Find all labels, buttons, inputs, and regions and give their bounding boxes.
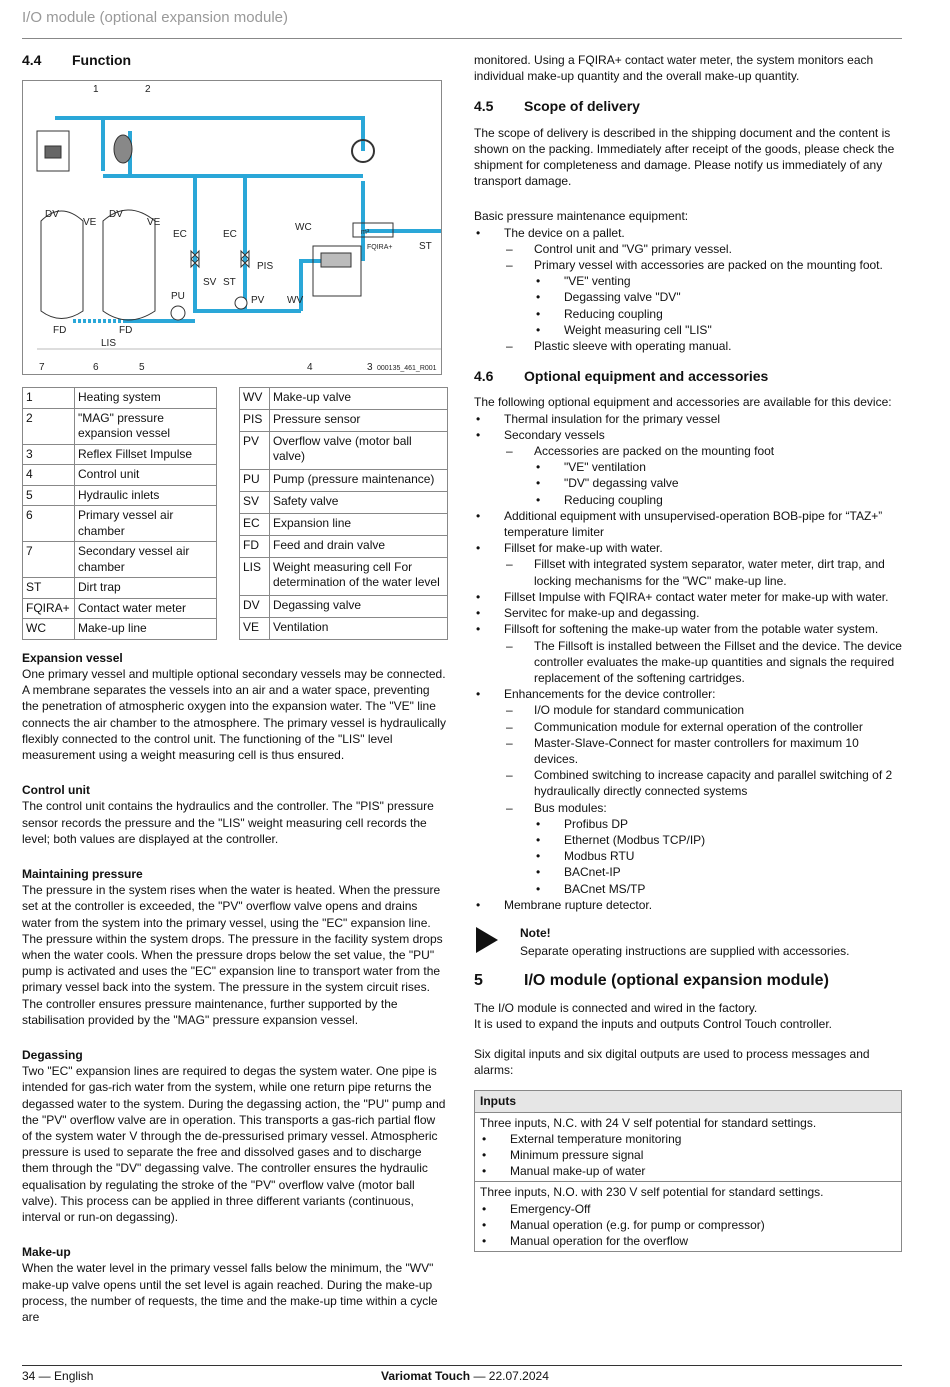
legend-description: Make-up line <box>75 619 217 640</box>
paragraph-control-unit: The control unit contains the hydraulics and the controller. The "PIS" pressure sensor records the pressure and the "LIS" weight measuring cell records the level; both values are displayed at the controller. <box>22 799 434 846</box>
note-title: Note! <box>520 925 551 940</box>
table-row <box>23 388 217 409</box>
legend-key: WV <box>240 388 270 410</box>
svg-text:FQIRA+: FQIRA+ <box>367 244 393 252</box>
figure-code: 000135_461_R001 <box>377 365 437 373</box>
list-item: • Profibus DP <box>474 816 902 832</box>
legend-description: Dirt trap <box>75 578 217 599</box>
legend-key: LIS <box>240 557 270 595</box>
legend-key: 5 <box>23 485 75 506</box>
callout-4: 4 <box>307 362 313 374</box>
paragraph-io-3: Six digital inputs and six digital outputs are used to process messages and alarms: <box>474 1046 870 1078</box>
right-column <box>474 52 902 1252</box>
list-item: • Ethernet (Modbus TCP/IP) <box>474 832 902 848</box>
table-row: Three inputs, N.C. with 24 V self potential for standard settings. • External temperature monitoring • Minimum pressure signal • Manual make-up of water <box>475 1113 901 1183</box>
list-item: – Plastic sleeve with operating manual. <box>474 338 902 354</box>
paragraph-makeup-part1: When the water level in the primary vessel falls below the minimum, the "WV" make-up valve opens until the set level is again reached. During the make-up process, the number of requests, the time and the make-up time within a cycle are <box>22 1261 438 1325</box>
paragraph-degassing: Two "EC" expansion lines are required to degas the system water. One pipe is intended for gas-rich water from the system, while one return pipe returns the degassed water to the system. During the degassing action, the "PU" pump and the "PV" overflow valve are in operation. This transports a gas-rich partial flow of the system water V through the de-pressurised primary vessel. Atmospheric pressure is used to separate the free and dissolved gases and to discharge them through the "DV" degassing valve. The controller ensures the hydraulic equalisation by regulating the stroke of the "PV" overflow valve (motor ball valve). This process can be applied in three different variants (continuous, interval or run-on degassing). <box>22 1064 446 1224</box>
footer-rule <box>22 1365 902 1366</box>
legend-description: Degassing valve <box>270 595 448 617</box>
legend-key: ST <box>23 578 75 599</box>
table-row <box>240 470 448 492</box>
scope-list <box>474 225 902 355</box>
list-item: • Manual make-up of water <box>480 1163 896 1179</box>
table-row <box>23 506 217 542</box>
section-title: I/O module (optional expansion module) <box>524 972 829 990</box>
list-item: • Enhancements for the device controller: – I/O module for standard communication – Communication module for external operation of the controller – Master-Slave-Connect for master controllers for maximum 10 devices. – Combined switching to increase capacity and parallel switching of 2 hydraulically directly connected systems – Bus modules: • Profibus DP • Ethernet (Modbus TCP/IP) • Modbus RTU • BACnet-IP • BACnet MS/TP <box>474 686 902 897</box>
section-4-6-heading <box>474 368 902 384</box>
table-row <box>23 542 217 578</box>
svg-text:FD: FD <box>53 325 67 337</box>
list-item: • Fillset for make-up with water. – Fillset with integrated system separator, water meter, dirt trap, and locking mechanisms for the "WC" make-up line. <box>474 540 902 589</box>
subheading-degassing: Degassing <box>22 1047 83 1062</box>
table-row <box>23 619 217 640</box>
list-item: • Manual operation for the overflow <box>480 1233 896 1249</box>
paragraph-io-1: The I/O module is connected and wired in the factory. <box>474 1000 758 1015</box>
legend-key: VE <box>240 617 270 639</box>
table-row <box>240 410 448 432</box>
callout-6: 6 <box>93 362 99 374</box>
list-item: • "VE" venting <box>474 273 902 289</box>
list-item: • Secondary vessels – Accessories are packed on the mounting foot • "VE" ventilation • "DV" degassing valve • Reducing coupling <box>474 427 902 508</box>
svg-text:VE: VE <box>147 217 161 229</box>
svg-text:FD: FD <box>119 325 133 337</box>
paragraph-optional-intro: The following optional equipment and accessories are available for this device: <box>474 395 892 410</box>
table-row <box>23 408 217 444</box>
list-item: • Additional equipment with unsupervised-operation BOB-pipe for “TAZ+” temperature limiter <box>474 508 902 540</box>
legend-key: FD <box>240 535 270 557</box>
subheading-makeup: Make-up <box>22 1245 71 1260</box>
svg-text:SV: SV <box>203 277 217 289</box>
section-4-5-heading <box>474 98 902 114</box>
paragraph-io-2: It is used to expand the inputs and outputs Control Touch controller. <box>474 1016 833 1031</box>
list-item: • "DV" degassing valve <box>474 475 902 491</box>
legend-tables <box>22 387 448 640</box>
list-item: • BACnet MS/TP <box>474 881 902 897</box>
legend-description: Weight measuring cell For determination of the water level <box>270 557 448 595</box>
svg-text:EC: EC <box>173 229 187 241</box>
paragraph-basic-equipment: Basic pressure maintenance equipment: <box>474 209 689 224</box>
list-item: • BACnet-IP <box>474 864 902 880</box>
table-row <box>23 465 217 486</box>
list-item: – I/O module for standard communication <box>474 702 902 718</box>
callout-3: 3 <box>367 362 373 374</box>
left-column <box>22 52 448 1325</box>
legend-description: Control unit <box>75 465 217 486</box>
paragraph-makeup-part2: monitored. Using a FQIRA+ contact water meter, the system monitors each individual make-up quantity and the overall make-up quantity. <box>474 53 874 84</box>
table-row <box>240 431 448 469</box>
section-number: 4.4 <box>22 52 42 68</box>
list-item: • The device on a pallet. – Control unit and "VG" primary vessel. – Primary vessel with accessories are packed on the mounting foot. • "VE" venting • Degassing valve "DV" • Reducing coupling • Weight measuring cell "LIS" – Plastic sleeve with operating manual. <box>474 225 902 355</box>
svg-text:PV: PV <box>251 295 265 307</box>
svg-text:EC: EC <box>223 229 237 241</box>
table-row <box>240 513 448 535</box>
list-item: • Fillset Impulse with FQIRA+ contact water meter for make-up with water. <box>474 589 902 605</box>
table-row: Three inputs, N.O. with 230 V self potential for standard settings. • Emergency-Off • Manual operation (e.g. for pump or compressor) • Manual operation for the overflow <box>475 1182 901 1251</box>
legend-description: Expansion line <box>270 513 448 535</box>
list-item: – The Fillsoft is installed between the Fillset and the device. The device controller evaluates the make-up quantities and signals the required replacement of the softening cartridges. <box>474 638 902 687</box>
list-item: – Fillset with integrated system separator, water meter, dirt trap, and locking mechanisms for the "WC" make-up line. <box>474 556 902 588</box>
paragraph-expansion-vessel: One primary vessel and multiple optional secondary vessels may be connected. A membrane separates the vessels into an air and a water space, preventing the penetration of atmospheric oxygen into the expansion water. The "VE" line connects the air chamber to the atmosphere. The primary vessel is hydraulically flexibly connected to the control unit. The functioning of the "LIS" level measurement using a weight measuring cell is thus ensured. <box>22 666 446 762</box>
table-row <box>240 595 448 617</box>
legend-key: 7 <box>23 542 75 578</box>
svg-text:PIS: PIS <box>257 261 274 273</box>
callout-5: 5 <box>139 362 145 374</box>
paragraph-scope-intro: The scope of delivery is described in the shipping document and the content is shown on the packing. Immediately after receipt of the goods, please check the shipment for completeness and damage. Please notify us immediately of any transport damage. <box>474 125 895 189</box>
list-item: • Servitec for make-up and degassing. <box>474 605 902 621</box>
section-title: Scope of delivery <box>524 98 640 115</box>
legend-table-left <box>22 387 217 640</box>
subheading-control-unit: Control unit <box>22 783 90 798</box>
list-item: – Accessories are packed on the mounting foot • "VE" ventilation • "DV" degassing valve • Reducing coupling <box>474 443 902 508</box>
svg-text:WV: WV <box>287 295 304 307</box>
footer-page: 34 — English <box>22 1369 94 1383</box>
svg-text:LIS: LIS <box>101 338 117 350</box>
list-item: • Degassing valve "DV" <box>474 289 902 305</box>
legend-key: EC <box>240 513 270 535</box>
legend-table-right <box>239 387 448 640</box>
table-row <box>240 492 448 514</box>
table-row <box>240 617 448 639</box>
legend-description: Overflow valve (motor ball valve) <box>270 431 448 469</box>
list-item: – Bus modules: • Profibus DP • Ethernet (Modbus TCP/IP) • Modbus RTU • BACnet-IP • BACnet MS/TP <box>474 800 902 897</box>
legend-description: Contact water meter <box>75 598 217 619</box>
legend-description: Hydraulic inlets <box>75 485 217 506</box>
list-item: • Weight measuring cell "LIS" <box>474 322 902 338</box>
legend-key: 6 <box>23 506 75 542</box>
legend-key: 2 <box>23 408 75 444</box>
section-number: 4.6 <box>474 368 494 385</box>
legend-description: Heating system <box>75 388 217 409</box>
legend-key: 3 <box>23 444 75 465</box>
legend-key: DV <box>240 595 270 617</box>
legend-description: Feed and drain valve <box>270 535 448 557</box>
table-row <box>23 578 217 599</box>
callout-7: 7 <box>39 362 45 374</box>
subheading-maintaining-pressure: Maintaining pressure <box>22 866 143 881</box>
legend-key: WC <box>23 619 75 640</box>
list-item: • Emergency-Off <box>480 1201 896 1217</box>
section-5-heading <box>474 973 902 989</box>
legend-description: Ventilation <box>270 617 448 639</box>
subheading-expansion-vessel: Expansion vessel <box>22 650 123 665</box>
legend-key: PIS <box>240 410 270 432</box>
note-arrow-icon <box>474 925 520 959</box>
table-row <box>23 598 217 619</box>
legend-description: Primary vessel air chamber <box>75 506 217 542</box>
page-header: I/O module (optional expansion module) <box>22 9 288 26</box>
legend-key: 1 <box>23 388 75 409</box>
footer-doc: Variomat Touch — 22.07.2024 <box>381 1369 549 1383</box>
paragraph-maintaining-pressure: The pressure in the system rises when the water is heated. When the pressure set at the controller is exceeded, the "PV" overflow valve opens and drains water from the system into the primary vessel, using the "EC" expansion line. The pressure within the system drops. The pressure in the facility system drops when the water cools. When the pressure drops below the set value, the "PU" pump is activated and uses the "EC" expansion line to transport water from the primary vessel back into the system. The pressure in the system circuit rises. The controller ensures pressure maintenance, further supported by the stabilisation provided by the "MAG" pressure expansion vessel. <box>22 883 443 1027</box>
svg-text:PU: PU <box>171 291 185 303</box>
legend-description: Pressure sensor <box>270 410 448 432</box>
svg-text:m³: m³ <box>361 229 370 237</box>
hydraulic-schematic <box>23 81 441 374</box>
table-row <box>23 485 217 506</box>
function-diagram <box>22 80 442 375</box>
legend-key: PV <box>240 431 270 469</box>
legend-key: SV <box>240 492 270 514</box>
list-item: • "VE" ventilation <box>474 459 902 475</box>
header-rule <box>22 38 902 39</box>
svg-text:ST: ST <box>223 277 236 289</box>
section-title: Function <box>72 52 132 68</box>
legend-description: Pump (pressure maintenance) <box>270 470 448 492</box>
list-item: • Reducing coupling <box>474 492 902 508</box>
list-item: – Combined switching to increase capacity and parallel switching of 2 hydraulically directly connected systems <box>474 767 902 799</box>
list-item: • Fillsoft for softening the make-up water from the potable water system. – The Fillsoft is installed between the Fillset and the device. The device controller evaluates the make-up quantities and signals the required replacement of the softening cartridges. <box>474 621 902 686</box>
svg-text:DV: DV <box>109 209 123 221</box>
section-title: Optional equipment and accessories <box>524 368 769 385</box>
section-number: 4.5 <box>474 98 494 115</box>
list-item: – Control unit and "VG" primary vessel. <box>474 241 902 257</box>
note-text: Separate operating instructions are supplied with accessories. <box>520 944 850 959</box>
table-row <box>240 557 448 595</box>
legend-description: "MAG" pressure expansion vessel <box>75 408 217 444</box>
list-item: • Reducing coupling <box>474 306 902 322</box>
list-item: • Minimum pressure signal <box>480 1147 896 1163</box>
table-row <box>240 535 448 557</box>
list-item: • Thermal insulation for the primary vessel <box>474 411 902 427</box>
callout-2: 2 <box>145 84 151 96</box>
svg-text:DV: DV <box>45 209 59 221</box>
list-item: – Communication module for external operation of the controller <box>474 719 902 735</box>
table-row <box>240 388 448 410</box>
list-item: • Manual operation (e.g. for pump or compressor) <box>480 1217 896 1233</box>
note-box <box>474 925 902 959</box>
svg-text:VE: VE <box>83 217 97 229</box>
list-item: • External temperature monitoring <box>480 1131 896 1147</box>
svg-text:WC: WC <box>295 222 312 234</box>
list-item: – Primary vessel with accessories are packed on the mounting foot. • "VE" venting • Degassing valve "DV" • Reducing coupling • Weight measuring cell "LIS" <box>474 257 902 338</box>
legend-description: Safety valve <box>270 492 448 514</box>
inputs-table-header: Inputs <box>475 1091 901 1112</box>
section-number: 5 <box>474 972 483 990</box>
svg-text:ST: ST <box>419 241 432 253</box>
legend-key: 4 <box>23 465 75 486</box>
section-4-4-heading <box>22 52 448 68</box>
legend-description: Secondary vessel air chamber <box>75 542 217 578</box>
legend-key: PU <box>240 470 270 492</box>
list-item: • Modbus RTU <box>474 848 902 864</box>
table-row <box>23 444 217 465</box>
list-item: – Master-Slave-Connect for master controllers for maximum 10 devices. <box>474 735 902 767</box>
optional-equipment-list <box>474 411 902 913</box>
legend-description: Make-up valve <box>270 388 448 410</box>
legend-description: Reflex Fillset Impulse <box>75 444 217 465</box>
legend-key: FQIRA+ <box>23 598 75 619</box>
callout-1: 1 <box>93 84 99 96</box>
list-item: • Membrane rupture detector. <box>474 897 902 913</box>
inputs-table <box>474 1090 902 1252</box>
pipe-supply <box>130 131 363 176</box>
